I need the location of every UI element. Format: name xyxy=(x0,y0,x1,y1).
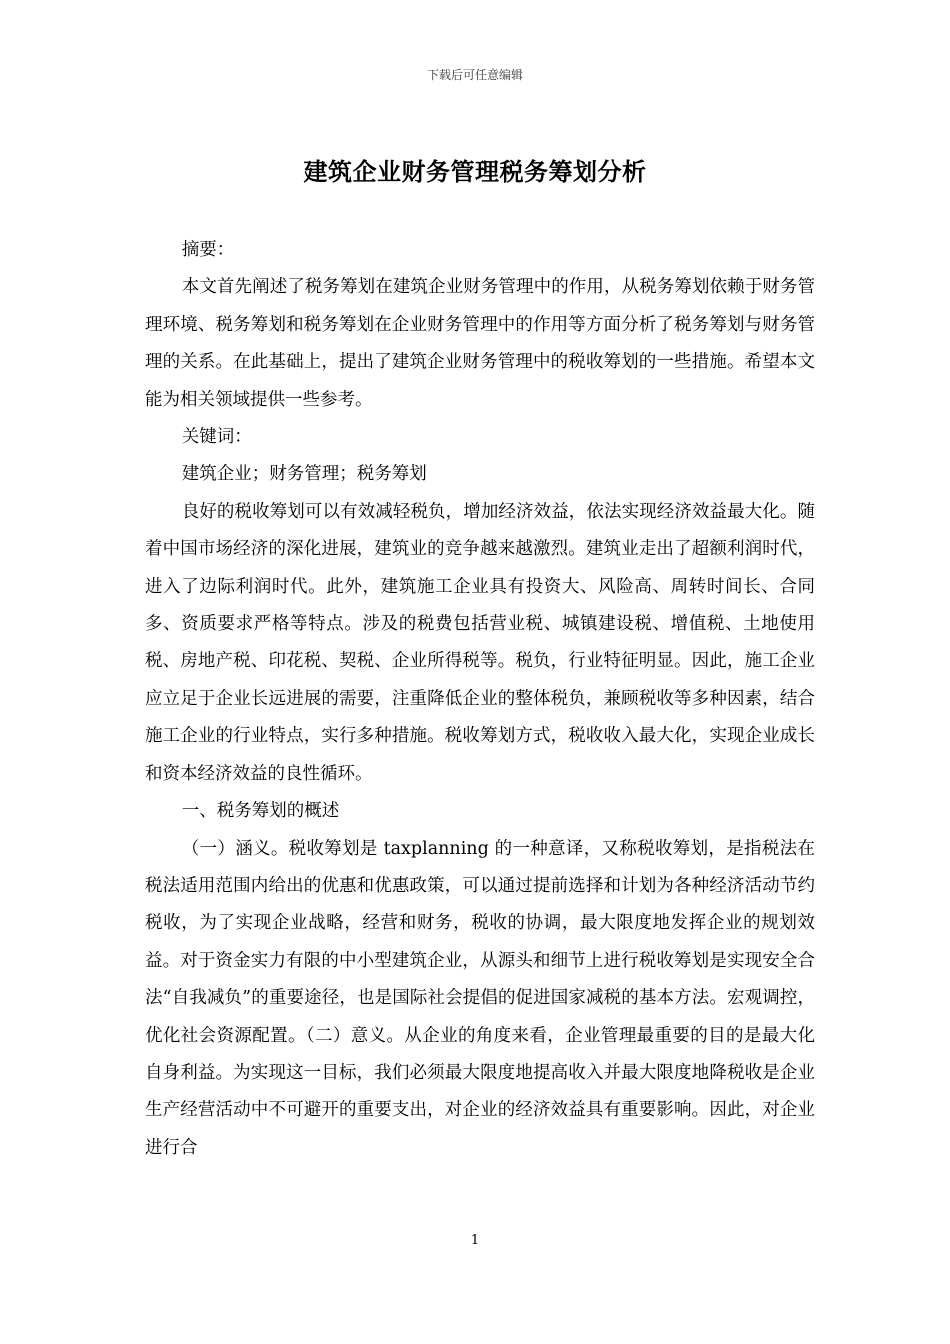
section-heading: 一、税务筹划的概述 xyxy=(181,801,340,822)
keywords-heading: 关键词： xyxy=(181,427,252,448)
definition-paragraph: （一）涵义。税收筹划是 taxplanning 的一种意译，又称税收筹划，是指税法在税法适用范围内给出的优惠和优惠政策，可以通过提前选择和计划为各种经济活动节约税收，为了实现企业战略，经营和财务，税收的协调，最大限度地发挥企业的规划效益。对于资金实力有限的中小型建筑企业，从源头和细节上进行税收筹划是实现安全合法“自我减负”的重要途径，也是国际社会提倡的促进国家减税的基本方法。宏观调控，优化社会资源配置。（二）意义。从企业的角度来看，企业管理最重要的目的是最大化自身利益。为实现这一目标，我们必须最大限度地提高收入并最大限度地降税收是企业生产经营活动中不可避开的重要支出，对企业的经济效益具有重要影响。因此，对企业进行合 xyxy=(145,838,815,1158)
keywords-text: 建筑企业；财务管理；税务筹划 xyxy=(181,464,427,485)
abstract-heading: 摘要： xyxy=(181,240,235,260)
page-number: 1 xyxy=(470,1233,480,1248)
page-header: 下载后可任意编辑 xyxy=(426,68,523,82)
document-title: 建筑企业财务管理税务筹划分析 xyxy=(303,157,647,186)
abstract-paragraph: 本文首先阐述了税务筹划在建筑企业财务管理中的作用，从税务筹划依赖于财务管理环境、税务筹划和税务筹划在企业财务管理中的作用等方面分析了税务筹划与财务管理的关系。在此基础上，提出了建筑企业财务管理中的税收筹划的一些措施。希望本文能为相关领域提供一些参考。 xyxy=(145,277,815,410)
intro-paragraph: 良好的税收筹划可以有效减轻税负，增加经济效益，依法实现经济效益最大化。随着中国市场经济的深化进展，建筑业的竞争越来越激烈。建筑业走出了超额利润时代，进入了边际利润时代。此外，建筑施工企业具有投资大、风险高、周转时间长、合同多、资质要求严格等特点。涉及的税费包括营业税、城镇建设税、增值税、土地使用税、房地产税、印花税、契税、企业所得税等。税负，行业特征明显。因此，施工企业应立足于企业长远进展的需要，注重降低企业的整体税负，兼顾税收等多种因素，结合施工企业的行业特点，实行多种措施。税收筹划方式，税收收入最大化，实现企业成长和资本经济效益的良性循环。 xyxy=(145,501,815,784)
document-body xyxy=(145,232,815,1167)
